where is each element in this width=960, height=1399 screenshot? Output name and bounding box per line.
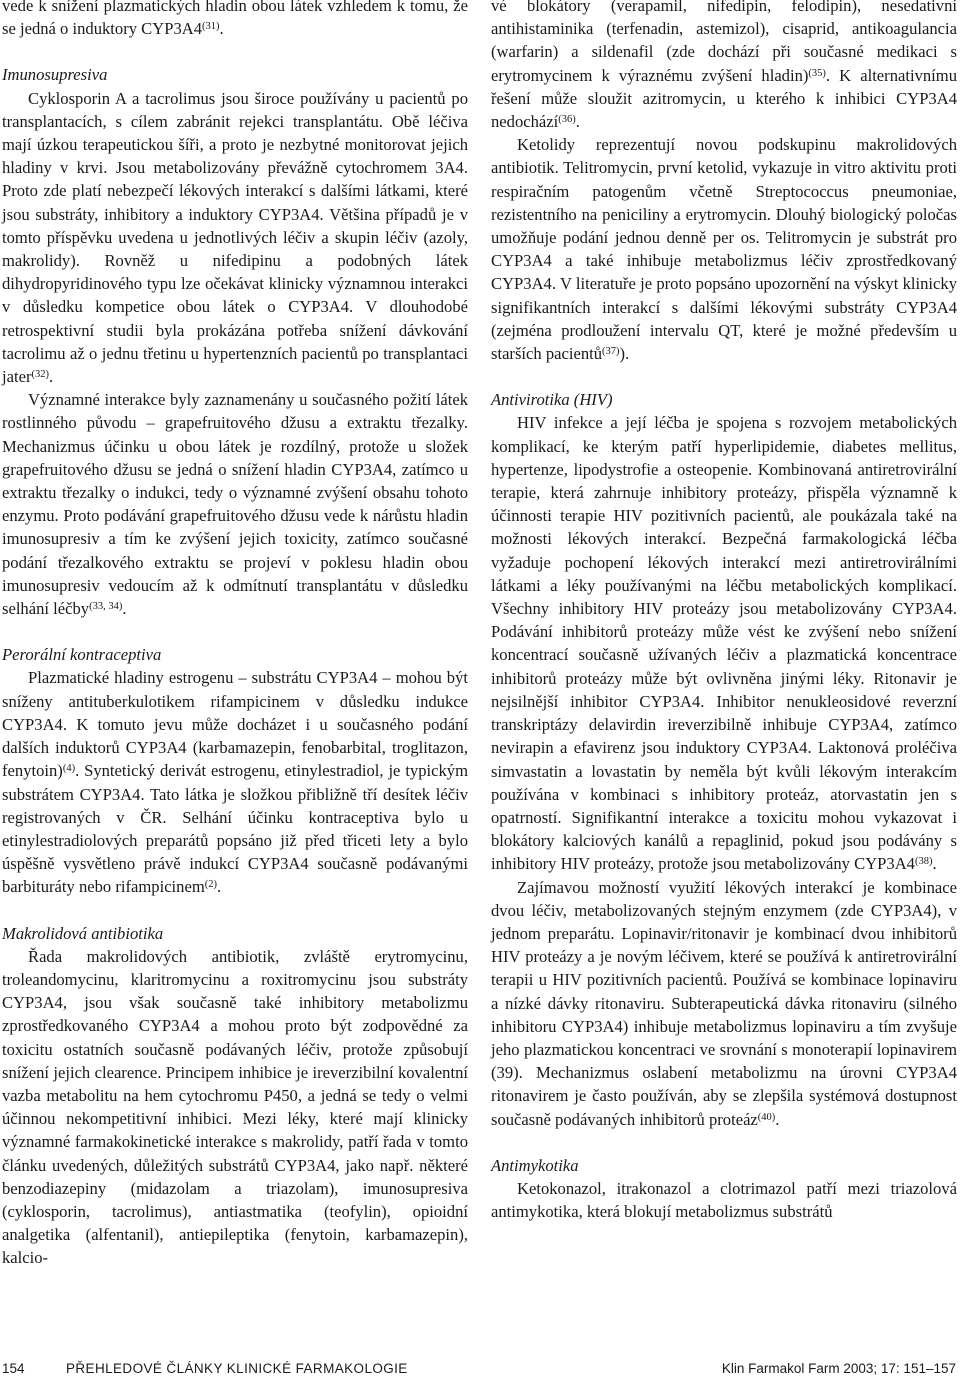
paragraph: vede k snížení plazmatických hladin obou látek vzhledem k tomu, že se jedná o induktory CYP3A4$^{(31)}$. xyxy=(2,0,468,39)
left-column xyxy=(2,0,468,1270)
paragraph: Plazmatické hladiny estrogenu – substrátu CYP3A4 – mohou být sníženy antituberkulotikem rifampicinem v důsledku indukce CYP3A4. K tomuto jevu může docházet i u současného podání dalších induktorů CYP3A4 (karbamazepin, fenobarbital, troglitazon, fenytoin)$^{(4)}$. Syntetický derivát estrogenu, etinylestradiol, je typickým substrátem CYP3A4. Tato látka je složkou přibližně tří desítek léčiv registrovaných v ČR. Selhání účinku kontraceptiva bylo u etinylestradiolových preparátů popsáno již před třiceti lety a bylo úspěšně vysvětleno právě indukcí CYP3A4 současně podávanými barbituráty nebo rifampicinem$^{(2)}$. xyxy=(2,668,468,897)
paragraph: Zajímavou možností využití lékových interakcí je kombinace dvou léčiv, metabolizovaných stejným enzymem (zde CYP3A4), v jednom preparátu. Lopinavir/ritonavir je kombinací dvou inhibitorů HIV proteázy a je novým léčivem, které se používá k antiretrovirální terapii u HIV pozitivních pacientů. Používá se kombinace lopinaviru a nízké dávky ritonaviru. Subterapeutická dávka ritonaviru (silného inhibitoru CYP3A4) inhibuje metabolizmus lopinaviru a tím zvyšuje jeho plazmatickou koncentraci ve srovnání s monoterapií lopinavirem (39). Mechanizmus oslabení metabolizmu na úrovni CYP3A4 ritonavirem je často používán, aby se zlepšila systémová dostupnost současně podávaných inhibitorů proteáz$^{(40)}$. xyxy=(491,877,957,1129)
section-heading-antimykotika: Antimykotika xyxy=(491,1155,579,1175)
citation-ref: (33, 34) xyxy=(89,601,123,613)
paragraph: Ketolidy reprezentují novou podskupinu makrolidových antibiotik. Telitromycin, první ketolid, vykazuje in vitro aktivitu proti respiračním patogenům včetně Streptococcus pneumoniae, rezistentního na peniciliny a erytromycin. Dlouhý biologický poločas umožňuje podání jednou denně per os. Telitromycin je substrát pro CYP3A4 a také inhibuje metabolizmus léčiv zprostředkovaný CYP3A4. V literatuře je proto popsáno upozornění na výskyt klinicky signifikantních interakcí s dalšími lékovými substráty CYP3A4 (zejména prodloužení intervalu QT, které je možné především u starších pacientů$^{(37)}$). xyxy=(491,135,957,364)
citation-ref: (32) xyxy=(31,369,49,381)
citation-ref: (31) xyxy=(202,21,220,33)
citation-ref: (37) xyxy=(602,346,620,358)
paragraph: HIV infekce a její léčba je spojena s rozvojem metabolických komplikací, ke kterým patří hyperlipidemie, diabetes mellitus, hypertenze, lipodystrofie a osteopenie. Kombinovaná antiretrovirální terapie, která zahrnuje inhibitory proteázy, přispěla významně k účinnosti terapie HIV pozitivních pacientů, ale poukázala také na možnosti lékových interakcí. Bezpečná farmakologická léčba vyžaduje pochopení lékových interakcí mezi antiretrovirálními látkami a léky používanými na léčbu metabolických komplikací. Všechny inhibitory HIV proteázy jsou metabolizovány CYP3A4. Podávání inhibitorů proteázy může vést ke zvýšení nebo snížení koncentrací současně užívaných léčiv a plazmatická koncentrace inhibitorů proteázy může být ovlivněna jinými léky. Ritonavir je nejsilnější inhibitor CYP3A4. Inhibitor nenukleosidové reverzní transkriptázy delavirdin ireverzibilně inhibuje CYP3A4, zatímco nevirapin a efavirenz jsou induktory CYP3A4. Laktonová proléčiva simvastatin a lovastatin by neměla být kvůli lékovým interakcím používána v kombinaci s inhibitory proteáz, atorvastatin jen s opatrností. Signifikantní interakce a toxicitu mohou vykazovat i blokátory kalciových kanálů a repaglinid, pokud jsou podávány s inhibitory HIV proteázy, protože jsou metabolizovány CYP3A4$^{(38)}$. xyxy=(491,413,957,874)
section-heading-makrolidova-antibiotika: Makrolidová antibiotika xyxy=(2,923,164,943)
citation-ref: (35) xyxy=(808,67,826,79)
journal-section: PŘEHLEDOVÉ ČLÁNKY KLINICKÉ FARMAKOLOGIE xyxy=(66,1361,408,1376)
citation-ref: (2) xyxy=(204,879,217,891)
journal-citation: Klin Farmakol Farm 2003; 17: 151–157 xyxy=(721,1361,956,1376)
section-heading-imunosupresiva: Imunosupresiva xyxy=(2,65,108,85)
right-column xyxy=(491,0,957,1223)
paragraph: Řada makrolidových antibiotik, zvláště erytromycinu, troleandomycinu, klaritromycinu a roxitromycinu jsou substráty CYP3A4, jsou však současně také inhibitory metabolizmu zprostředkovaného CYP3A4 a mohou proto být zodpovědné za toxicitu ostatních současně podávaných léčiv, protože způsobují snížení jejich clearence. Principem inhibice je ireverzibilní kovalentní vazba metabolitu na hem cytochromu P450, a jedná se tedy o velmi účinnou nekompetitivní inhibici. Mezi léky, které mají klinicky významné farmakokinetické interakce s makrolidy, patří řada v tomto článku uvedených, důležitých substrátů CYP3A4, jako např. některé benzodiazepiny (midazolam a triazolam), imunosupresiva (cyklosporin, tacrolimus), antiastmatika (teofylin), opioidní analgetika (alfentanil), antiepileptika (fenytoin, karbamazepin), kalcio- xyxy=(2,946,468,1268)
section-heading-antivirotika: Antivirotika (HIV) xyxy=(491,390,613,410)
paragraph: Cyklosporin A a tacrolimus jsou široce používány u pacientů po transplantacích, s cílem zabránit rejekci transplantátu. Obě léčiva mají úzkou terapeutickou šíři, a proto je nezbytné monitorovat jejich hladiny v krvi. Jsou metabolizovány převážně cytochromem 3A4. Proto zde platí nebezpečí lékových interakcí s dalšími látkami, které jsou substráty, inhibitory a induktory CYP3A4. Většina případů je v tomto příspěvku uvedena u jednotlivých léčiv a skupin léčiv (azoly, makrolidy). Rovněž u nifedipinu a podobných látek dihydropyridinového typu lze očekávat klinicky významnou interakci v důsledku kompetice obou látek o CYP3A4. V dlouhodobé retrospektivní studii byla prokázána potřeba snížení dávkování tacrolimu až o jednu třetinu u hypertenzních pacientů po transplantaci jater$^{(32)}$. xyxy=(2,88,468,387)
page-number: 154 xyxy=(2,1361,25,1376)
paragraph: Ketokonazol, itrakonazol a clotrimazol patří mezi triazolová antimykotika, která blokují metabolizmus substrátů xyxy=(491,1178,957,1222)
paragraph: vé blokátory (verapamil, nifedipin, felodipin), nesedativní antihistaminika (terfenadin, astemizol), cisaprid, antikoagulancia (warfarin) a sildenafil (zde dochází při současné medikaci s erytromycinem k výraznému zvýšení hladin)$^{(35)}$. K alternativnímu řešení může sloužit azitromycin, u kterého k inhibici CYP3A4 nedochází$^{(36)}$. xyxy=(491,0,957,132)
citation-ref: (4) xyxy=(62,763,76,775)
citation-ref: (36) xyxy=(558,114,576,126)
citation-ref: (40) xyxy=(757,1111,776,1123)
citation-ref: (38) xyxy=(914,856,933,868)
section-heading-peroralni-kontraceptiva: Perorální kontraceptiva xyxy=(2,645,162,665)
page-footer xyxy=(0,1361,960,1385)
paragraph: Významné interakce byly zaznamenány u současného požití látek rostlinného původu – grapefruitového džusu a extraktu třezalky. Mechanizmus účinku u obou látek je rozdílný, protože u složek grapefruitového džusu se jedná o snížení hladin CYP3A4, zatímco u extraktu třezalky o indukci, tedy o významné zvýšení obsahu tohoto enzymu. Proto podávání grapefruitového džusu vede k nárůstu hladin imunosupresiv a tím ke zvýšení jejich toxicity, zatímco současné podání třezalkového extraktu se projeví v poklesu hladin obou imunosupresiv vedoucím až k odmítnutí transplantátu v důsledku selhání léčby$^{(33, 34)}$. xyxy=(2,390,468,619)
